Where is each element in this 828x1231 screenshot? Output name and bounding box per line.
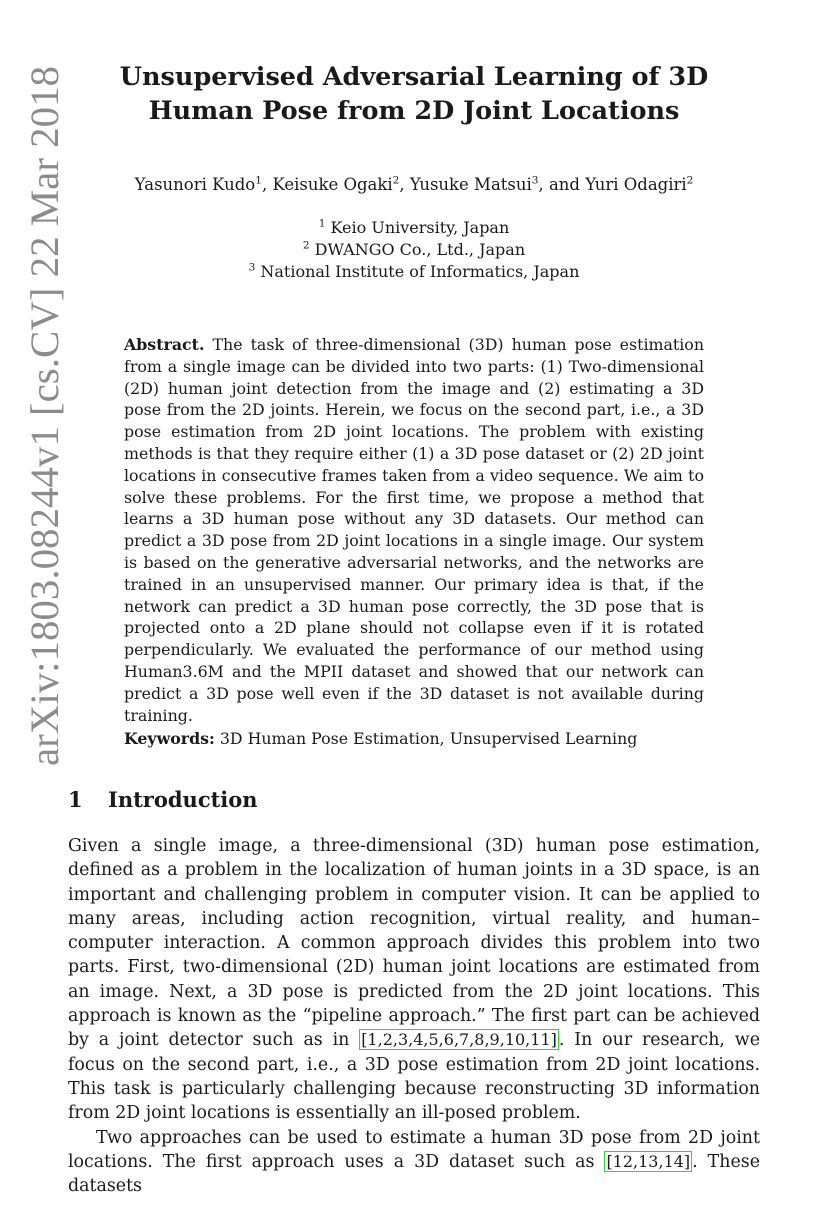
- author-name: Yasunori Kudo: [134, 175, 256, 194]
- author-name: Keisuke Ogaki: [272, 175, 393, 194]
- abstract-text: The task of three-dimensional (3D) human pose estimation from a single image can be divided into two parts: (1) Two-dimensional (2D) human joint detection from the image and (2) estimating a 3D pose from the 2D joints. Herein, we focus on the second part, i.e., a 3D pose estimation from 2D joint locations. The problem with existing methods is that they require either (1) a 3D pose dataset or (2) 2D joint locations in consecutive frames taken from a video sequence. We aim to solve these problems. For the first time, we propose a method that learns a 3D human pose without any 3D datasets. Our method can predict a 3D pose from 2D joint locations in a single image. Our system is based on the generative adversarial networks, and the networks are trained in an unsupervised manner. Our primary idea is that, if the network can predict a 3D human pose correctly, the 3D pose that is projected onto a 2D plane should not collapse even if it is rotated perpendicularly. We evaluated the performance of our method using Human3.6M and the MPII dataset and showed that our network can predict a 3D pose well even if the 3D dataset is not available during training.: [124, 335, 704, 725]
- title-line-2: Human Pose from 2D Joint Locations: [148, 96, 680, 126]
- affiliation-line: [100, 239, 728, 261]
- keywords-text: 3D Human Pose Estimation, Unsupervised Learning: [219, 729, 638, 748]
- introduction-body: [68, 834, 760, 1198]
- affiliation-name: DWANGO Co., Ltd., Japan: [314, 240, 526, 259]
- paragraph-text: Given a single image, a three-dimensional (3D) human pose estimation, defined as a problem in the localization of human joints in a 3D space, is an important and challenging problem in computer vision. It can be applied to many areas, including action recognition, virtual reality, and human–computer interaction. A common approach divides this problem into two parts. First, two-dimensional (2D) human joint locations are estimated from an image. Next, a 3D pose is predicted from the 2D joint locations. This approach is known as the “pipeline approach.” The first part can be achieved by a joint detector such as in: [68, 836, 760, 1051]
- author-name: Yusuke Matsui: [409, 175, 532, 194]
- affiliation-mark: 3: [248, 261, 256, 274]
- author-separator: ,: [399, 175, 410, 194]
- abstract-label: Abstract.: [124, 335, 205, 354]
- paper-title: [100, 60, 728, 128]
- paragraph-text: Two approaches can be used to estimate a human 3D pose from 2D joint locations. The first approach uses a 3D dataset such as: [68, 1127, 760, 1172]
- affiliation-name: Keio University, Japan: [330, 218, 510, 237]
- affiliation-line: [100, 261, 728, 283]
- arxiv-identifier-stamp: [14, 60, 70, 772]
- paragraph-text: . These datasets: [68, 1151, 760, 1197]
- paragraph-text: . In our research, we focus on the second part, i.e., a 3D pose estimation from 2D joint locations. This task is particularly challenging because reconstructing 3D information from 2D joint locations is essentially an ill-posed problem.: [68, 1030, 760, 1124]
- author-separator: ,: [261, 175, 273, 194]
- author-name: Yuri Odagiri: [585, 175, 687, 194]
- keywords: [124, 728, 704, 750]
- keywords-label: Keywords:: [124, 729, 215, 748]
- affiliation-line: [100, 217, 728, 239]
- abstract: [124, 334, 704, 726]
- author-separator: , and: [538, 175, 586, 194]
- title-line-1: Unsupervised Adversarial Learning of 3D: [119, 62, 709, 92]
- citation-link[interactable]: [12,13,14]: [606, 1151, 691, 1171]
- arxiv-stamp-svg: [14, 60, 70, 772]
- paragraph: [68, 1126, 760, 1199]
- citation-link[interactable]: [1,2,3,4,5,6,7,8,9,10,11]: [361, 1030, 557, 1050]
- paragraph: [68, 834, 760, 1126]
- author-affil-mark: 1: [255, 174, 262, 187]
- section-heading: [68, 786, 258, 814]
- author-affil-mark: 3: [531, 174, 539, 187]
- section-number: 1: [68, 787, 83, 812]
- author-affil-mark: 2: [686, 174, 694, 187]
- affiliation-name: National Institute of Informatics, Japan: [260, 262, 580, 281]
- arxiv-id-text: arXiv:1803.08244v1 [cs.CV] 22 Mar 2018: [22, 81, 67, 766]
- affiliation-mark: 1: [318, 217, 326, 230]
- author-list: [68, 174, 760, 196]
- section-title: Introduction: [108, 787, 258, 812]
- author-affil-mark: 2: [392, 174, 400, 187]
- affiliation-mark: 2: [302, 239, 310, 252]
